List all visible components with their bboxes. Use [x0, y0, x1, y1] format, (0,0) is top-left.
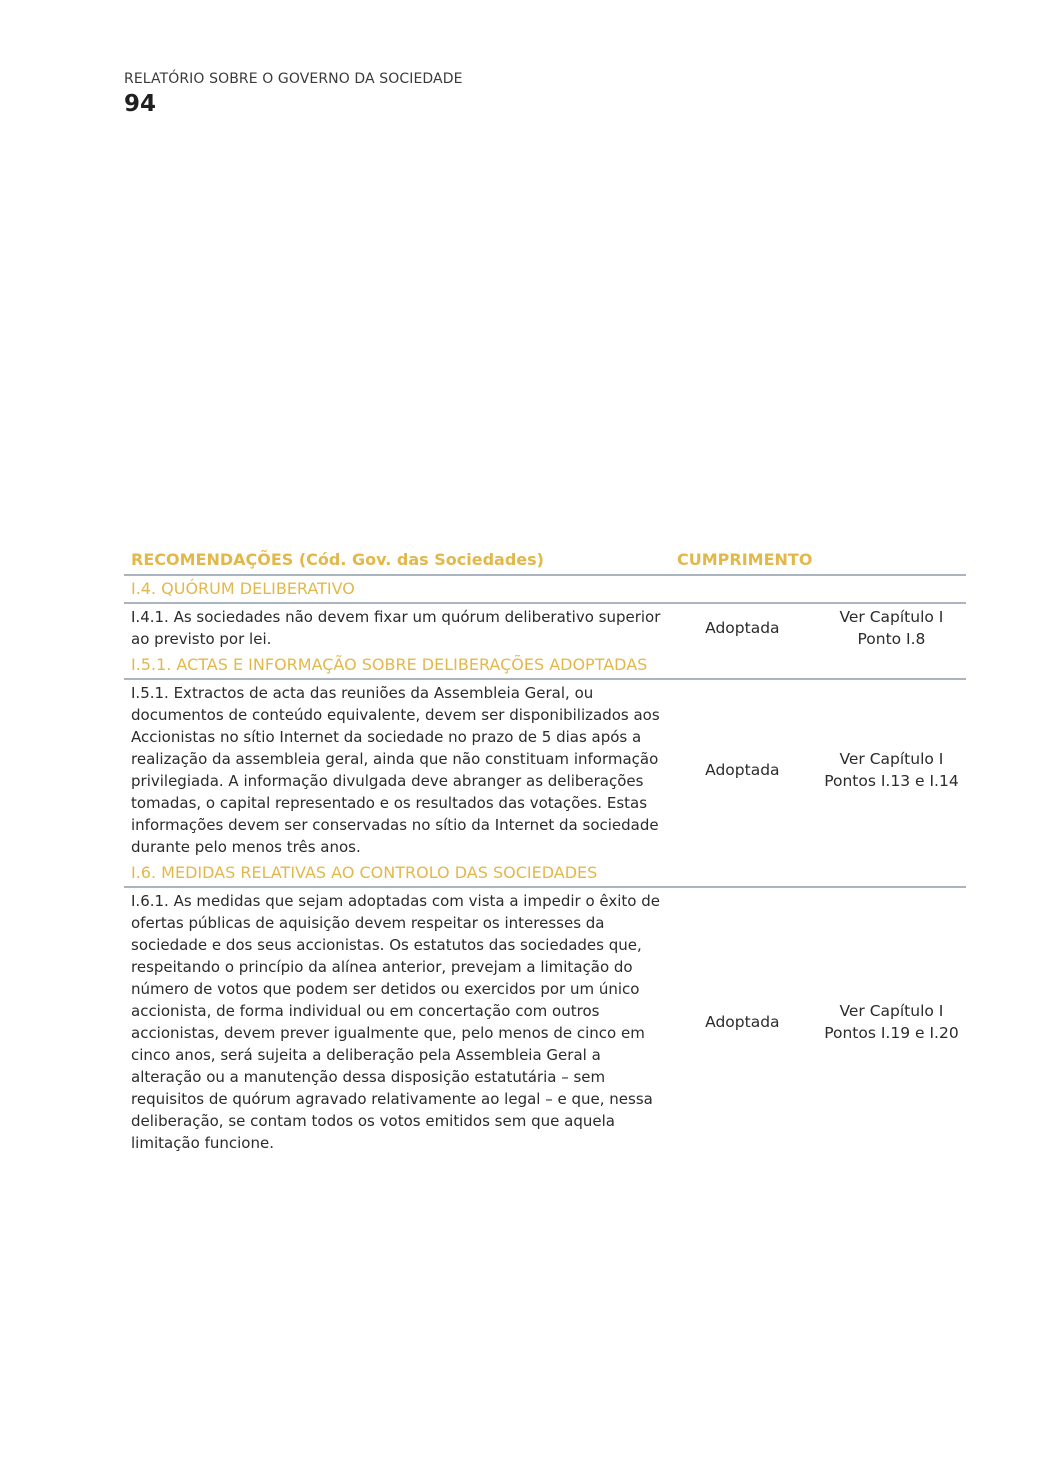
recommendation-text: I.5.1. Extractos de acta das reuniões da Assembleia Geral, ou documentos de conteúdo equivalente, devem ser disponibilizados aos Accionistas no sítio Internet da sociedade no prazo de 5 dias após a realização da assembleia geral, ainda que não constituam informação privilegiada. A informação divulgada deve abranger as deliberações tomadas, o capital representado e os resultados das votações. Estas informações devem ser conservadas no sítio da Internet da sociedade durante pelo menos três anos. — [131, 684, 660, 856]
column-header-recommendations: RECOMENDAÇÕES (Cód. Gov. das Sociedades) — [131, 550, 544, 569]
table-row — [124, 604, 966, 652]
reference — [817, 1000, 966, 1044]
section-heading-text: I.6. MEDIDAS RELATIVAS AO CONTROLO DAS SOCIEDADES — [131, 863, 598, 882]
compliance-status: Adoptada — [705, 1013, 780, 1031]
section-heading — [124, 652, 966, 680]
reference — [817, 606, 966, 650]
column-header-compliance: CUMPRIMENTO — [677, 550, 813, 569]
table-row — [124, 888, 966, 1156]
reference-line: Pontos I.19 e I.20 — [824, 1024, 959, 1042]
page-number: 94 — [124, 91, 157, 117]
recommendation-text: I.6.1. As medidas que sejam adoptadas com vista a impedir o êxito de ofertas públicas de aquisição devem respeitar os interesses da sociedade e dos seus accionistas. Os estatutos das sociedades que, respeitando o princípio da alínea anterior, prevejam a limitação do número de votos que podem ser detidos ou exercidos por um único accionista, de forma individual ou em concertação com outros accionistas, devem prever igualmente que, pelo menos de cinco em cinco anos, será sujeita a deliberação pela Assembleia Geral a alteração ou a manutenção dessa disposição estatutária – sem requisitos de quórum agravado relativamente ao legal – e que, nessa deliberação, se contam todos os votos emitidos sem que aquela limitação funcione. — [131, 892, 660, 1152]
reference — [817, 748, 966, 792]
compliance-status: Adoptada — [705, 619, 780, 637]
reference-line: Ponto I.8 — [857, 630, 926, 648]
compliance-status: Adoptada — [705, 761, 780, 779]
table-header — [124, 548, 966, 576]
reference-line: Ver Capítulo I — [839, 1002, 944, 1020]
recommendations-table — [124, 548, 966, 1156]
reference-line: Ver Capítulo I — [839, 608, 944, 626]
reference-line: Ver Capítulo I — [839, 750, 944, 768]
section-heading — [124, 576, 966, 604]
recommendation-text: I.4.1. As sociedades não devem fixar um quórum deliberativo superior ao previsto por lei. — [131, 608, 661, 648]
section-heading-text: I.4. QUÓRUM DELIBERATIVO — [131, 579, 355, 598]
table-row — [124, 680, 966, 860]
report-title: RELATÓRIO SOBRE O GOVERNO DA SOCIEDADE — [124, 71, 463, 87]
reference-line: Pontos I.13 e I.14 — [824, 772, 959, 790]
section-heading — [124, 860, 966, 888]
section-heading-text: I.5.1. ACTAS E INFORMAÇÃO SOBRE DELIBERAÇÕES ADOPTADAS — [131, 655, 648, 674]
